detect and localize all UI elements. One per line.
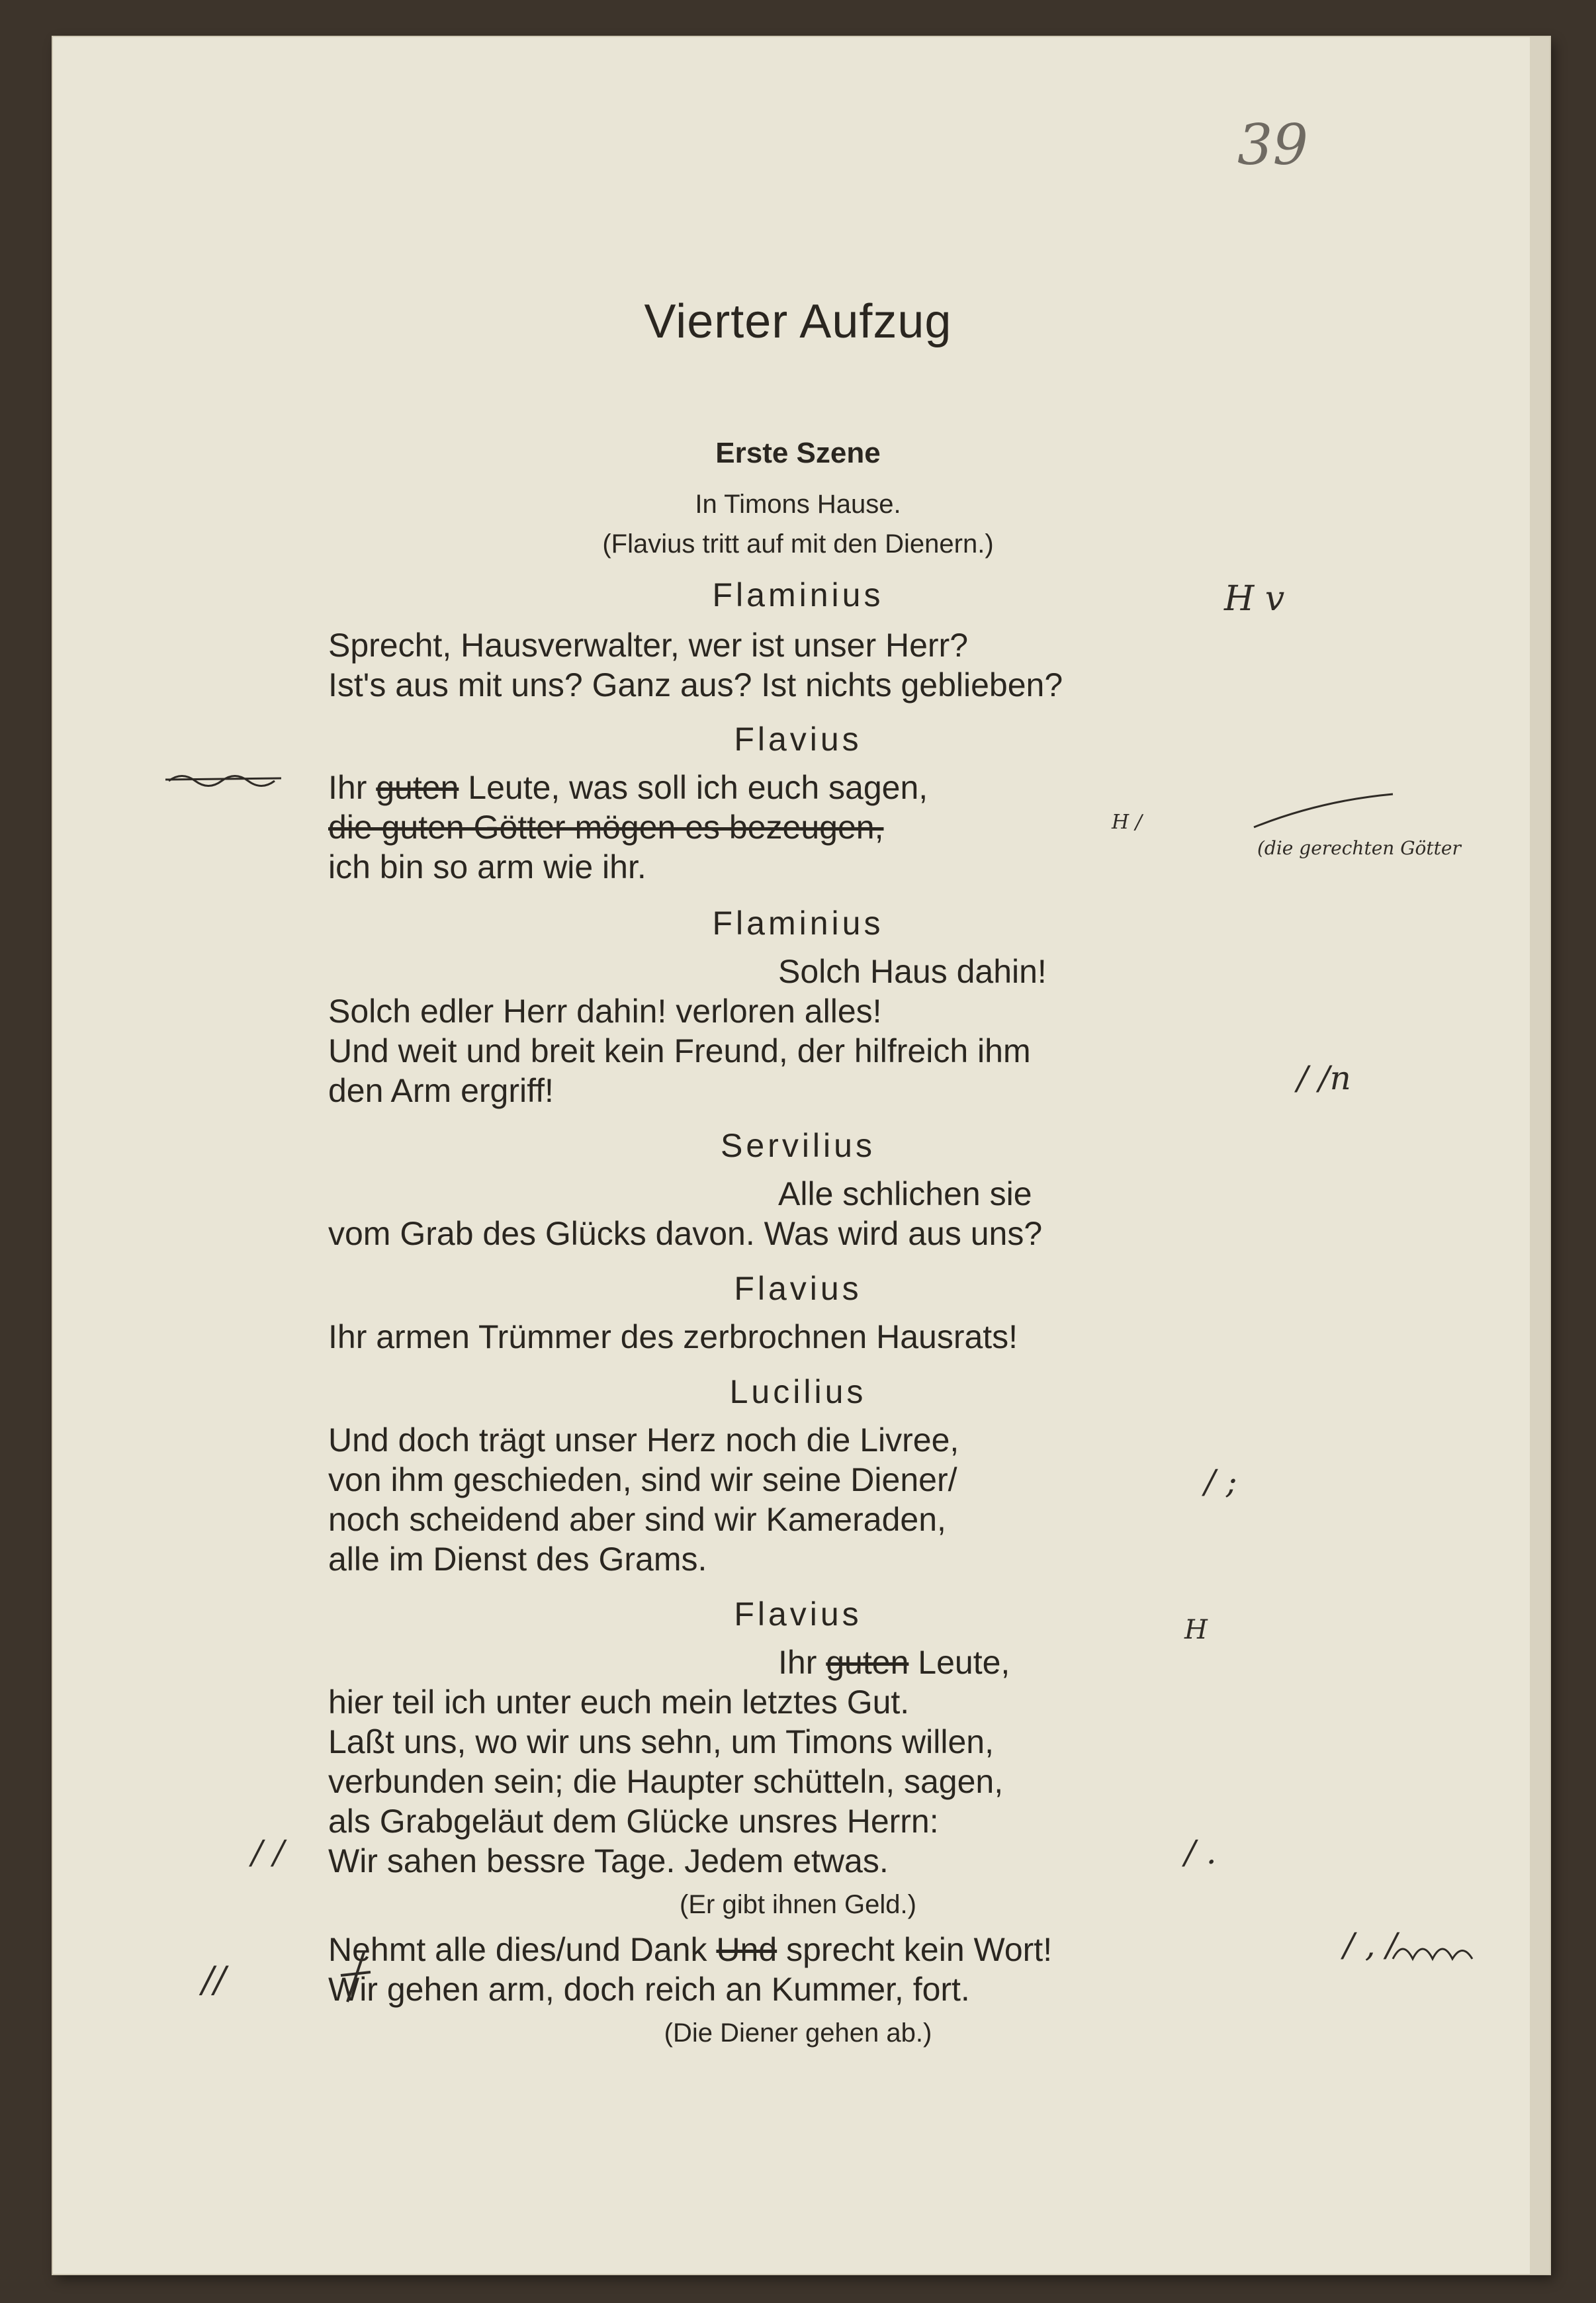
- verse-line: [328, 1930, 1052, 1969]
- verse-line: noch scheidend aber sind wir Kameraden,: [328, 1501, 946, 1538]
- struck-word: guten: [826, 1644, 909, 1681]
- margin-note: //: [202, 1959, 226, 2001]
- margin-note: H: [1184, 1615, 1208, 1645]
- speaker-flavius-3: Flavius: [734, 1596, 862, 1633]
- speaker-flaminius-1: Flaminius: [712, 576, 884, 613]
- act-title: Vierter Aufzug: [644, 295, 952, 348]
- margin-note: / , /: [1343, 1926, 1397, 1964]
- margin-note: H v: [1224, 579, 1285, 619]
- verse-text: Ihr: [328, 769, 377, 806]
- insertion-mark: [337, 1949, 377, 2009]
- verse-text: Leute, was soll ich euch sagen,: [459, 769, 928, 806]
- stage-direction-enter: (Flavius tritt auf mit den Dienern.): [602, 529, 994, 559]
- verse-line: Laßt uns, wo wir uns sehn, um Timons willen,: [328, 1723, 994, 1760]
- verse-line: Wir gehen arm, doch reich an Kummer, fort.: [328, 1971, 970, 2008]
- verse-line: den Arm ergriff!: [328, 1072, 554, 1109]
- struck-word: Und: [716, 1931, 777, 1968]
- verse-text: Nehmt alle dies/und Dank: [328, 1931, 707, 1968]
- scribble-annotation: [1390, 1932, 1509, 1972]
- struck-line: die guten Götter mögen es bezeugen,: [328, 809, 884, 846]
- crossed-out-margin-word: [165, 761, 298, 794]
- verse-line: Alle schlichen sie: [778, 1175, 1032, 1212]
- verse-line: Und doch trägt unser Herz noch die Livree,: [328, 1422, 959, 1459]
- verse-line: Solch edler Herr dahin! verloren alles!: [328, 993, 882, 1030]
- verse-line: Ihr armen Trümmer des zerbrochnen Hausrats!: [328, 1318, 1018, 1355]
- verse-line: verbunden sein; die Haupter schütteln, sagen,: [328, 1763, 1004, 1800]
- verse-line: ich bin so arm wie ihr.: [328, 848, 646, 885]
- verse-line: Ist's aus mit uns? Ganz aus? Ist nichts geblieben?: [328, 666, 1063, 703]
- verse-text: sprecht kein Wort!: [777, 1931, 1053, 1968]
- verse-text: Ihr: [778, 1644, 826, 1681]
- speaker-lucilius: Lucilius: [729, 1373, 867, 1410]
- stage-direction-exit: (Die Diener gehen ab.): [664, 2018, 932, 2048]
- scene-title: Erste Szene: [715, 437, 881, 469]
- margin-note: / .: [1184, 1833, 1217, 1872]
- verse-line: vom Grab des Glücks davon. Was wird aus uns?: [328, 1215, 1043, 1252]
- struck-word: guten: [376, 769, 459, 806]
- verse-line: als Grabgeläut dem Glücke unsres Herrn:: [328, 1803, 939, 1840]
- verse-line: Sprecht, Hausverwalter, wer ist unser Herr?: [328, 627, 969, 664]
- speaker-flavius-2: Flavius: [734, 1270, 862, 1307]
- verse-line: alle im Dienst des Grams.: [328, 1541, 707, 1578]
- page-number: 39: [1237, 113, 1308, 177]
- setting-line: In Timons Hause.: [695, 490, 901, 519]
- margin-note: / /: [251, 1833, 285, 1872]
- verse-line: [328, 768, 928, 807]
- bracket-annotation: [1251, 788, 1403, 834]
- margin-note: / ;: [1204, 1463, 1237, 1501]
- speaker-flavius-1: Flavius: [734, 721, 862, 758]
- speaker-servilius: Servilius: [721, 1127, 875, 1164]
- verse-line: Solch Haus dahin!: [778, 953, 1047, 990]
- speaker-flaminius-2: Flaminius: [712, 905, 884, 942]
- verse-line: hier teil ich unter euch mein letztes Gut.: [328, 1684, 910, 1721]
- margin-note: / /n: [1297, 1059, 1351, 1097]
- margin-note: (die gerechten Götter: [1257, 837, 1461, 859]
- verse-line: Und weit und breit kein Freund, der hilfreich ihm: [328, 1032, 1031, 1069]
- verse-line: [778, 1643, 1010, 1682]
- verse-line: Wir sahen bessre Tage. Jedem etwas.: [328, 1842, 889, 1879]
- stage-direction-money: (Er gibt ihnen Geld.): [680, 1890, 916, 1919]
- verse-text: Leute,: [909, 1644, 1010, 1681]
- margin-note: H /: [1112, 811, 1142, 834]
- verse-line: von ihm geschieden, sind wir seine Diener/: [328, 1461, 957, 1498]
